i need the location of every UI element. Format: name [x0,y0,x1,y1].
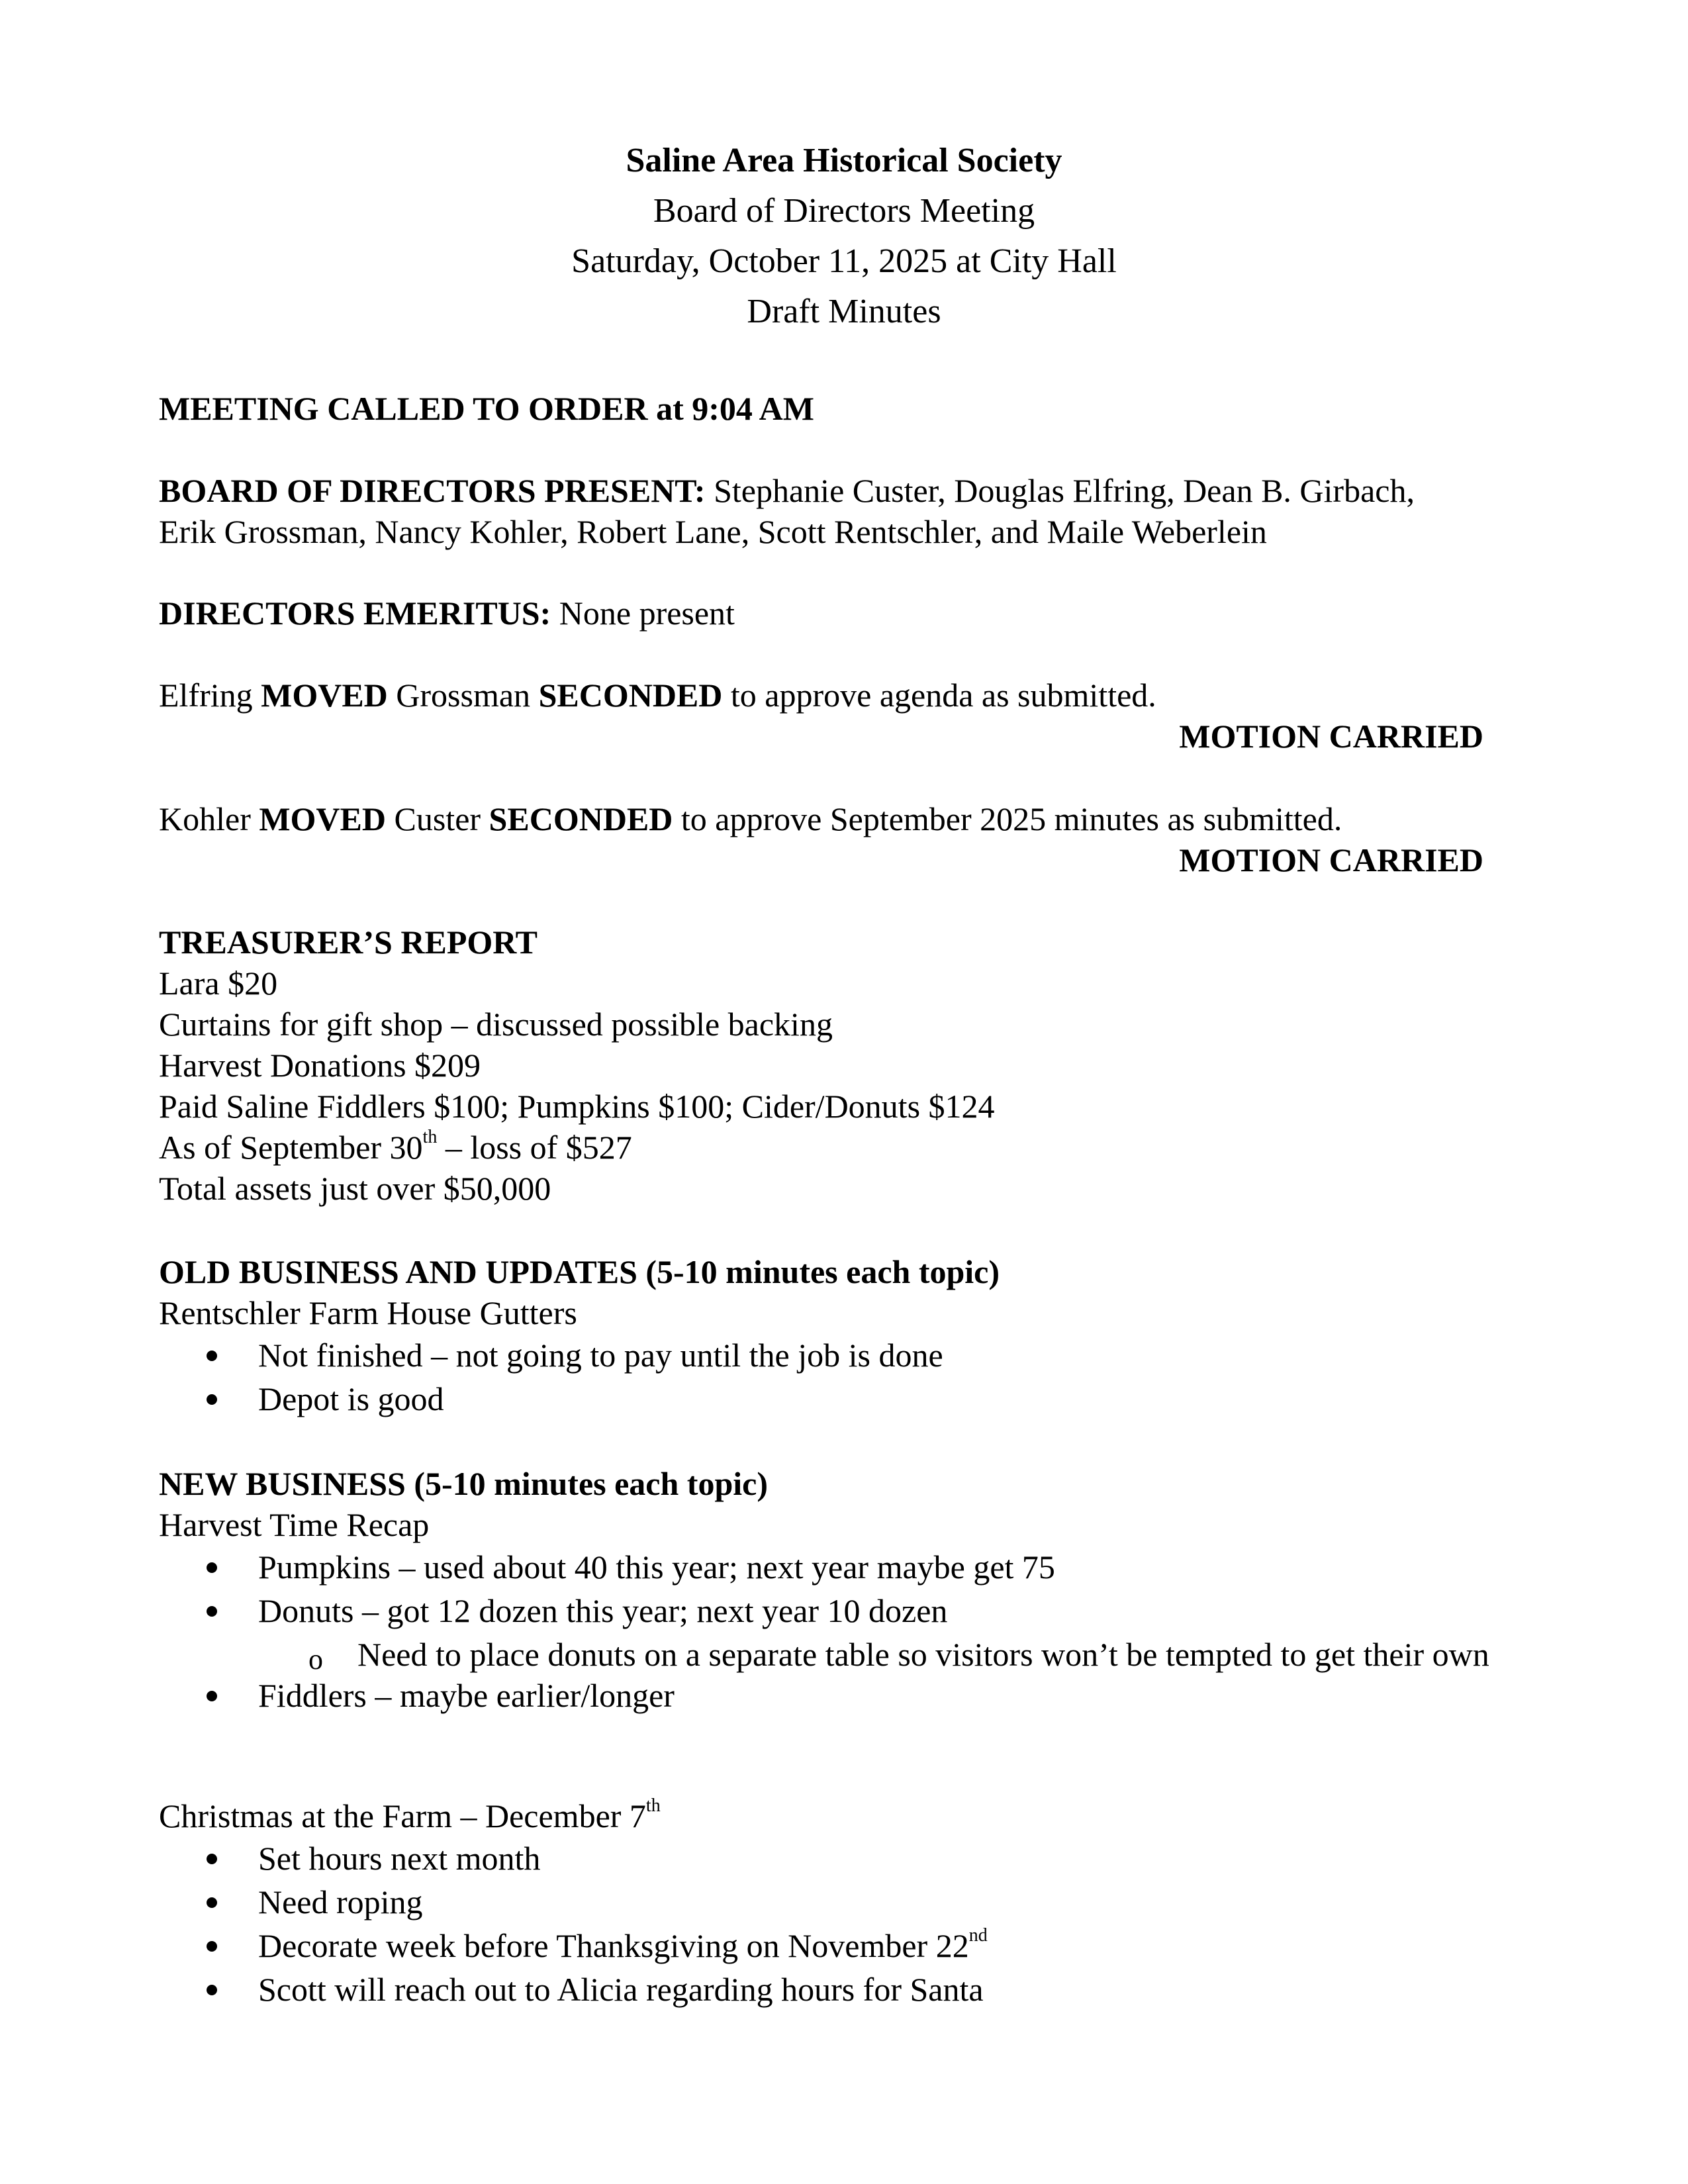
treasurer-loss-line [159,1127,1529,1168]
motion-approve-minutes [159,798,1529,839]
treasurer-report [159,922,1529,1209]
list-item-text: Decorate week before Thanksgiving on November 22 [258,1927,969,1964]
old-business-heading: OLD BUSINESS AND UPDATES (5-10 minutes each topic) [159,1253,1000,1290]
directors-present-names-2: Erik Grossman, Nancy Kohler, Robert Lane, Scott Rentschler, and Maile Weberlein [159,513,1267,550]
treasurer-line: Lara $20 [159,965,278,1002]
list-item [159,1881,1529,1925]
call-to-order-text: MEETING CALLED TO ORDER at 9:04 AM [159,390,814,427]
directors-present-label: BOARD OF DIRECTORS PRESENT: [159,472,706,509]
bullet-icon [207,1854,217,1864]
list-item-text: Not finished – not going to pay until the job is done [258,1337,943,1374]
bullet-icon [207,1985,217,1995]
treasurer-assets: Total assets just over $50,000 [159,1170,551,1207]
motion-mover: Kohler [159,800,259,837]
treasurer-heading: TREASURER’S REPORT [159,924,538,961]
bullet-icon [207,1562,217,1573]
christmas-topic-text: Christmas at the Farm – December 7 [159,1797,646,1834]
christmas-topic [159,1795,1529,1836]
christmas-at-farm [159,1795,1529,1836]
seconded-label: SECONDED [538,677,723,714]
list-item [159,1590,1529,1634]
list-item-text: Donuts – got 12 dozen this year; next year 10 dozen [258,1592,948,1629]
sub-list-item-text: Need to place donuts on a separate table so visitors won’t be tempted to get their own [357,1636,1489,1673]
list-item [159,1675,1529,1719]
moved-label: MOVED [261,677,388,714]
bullet-icon [207,1394,217,1405]
old-business-list [159,1335,1529,1422]
list-item [159,1378,1529,1422]
bullet-icon [207,1941,217,1952]
directors-emeritus [159,593,1529,634]
new-business-topic: Harvest Time Recap [159,1506,430,1543]
motion-text: to approve September 2025 minutes as submitted. [673,800,1342,837]
list-item-text: Pumpkins – used about 40 this year; next year maybe get 75 [258,1548,1055,1586]
ordinal-suffix: th [422,1127,438,1147]
motion-seconder: Grossman [387,677,539,714]
document-type: Draft Minutes [747,293,941,330]
moved-label: MOVED [259,800,386,837]
old-business-topic: Rentschler Farm House Gutters [159,1294,577,1331]
directors-emeritus-value: None present [551,594,735,632]
new-business-heading: NEW BUSINESS (5-10 minutes each topic) [159,1465,768,1502]
motion-result: MOTION CARRIED [1179,841,1483,878]
organization-name: Saline Area Historical Society [626,142,1062,179]
bullet-icon [207,1897,217,1908]
document-header [0,136,1688,337]
bullet-icon [207,1606,217,1617]
christmas-list [159,1838,1529,2013]
hollow-bullet-icon: o [308,1643,323,1676]
directors-emeritus-label: DIRECTORS EMERITUS: [159,594,551,632]
harvest-recap-list [159,1546,1529,1719]
bullet-icon [207,1691,217,1701]
ordinal-suffix: nd [968,1925,988,1946]
motion-approve-agenda [159,675,1529,716]
directors-present [159,470,1529,552]
motion-result: MOTION CARRIED [1179,718,1483,755]
treasurer-line: Harvest Donations $209 [159,1047,481,1084]
directors-present-names-1: Stephanie Custer, Douglas Elfring, Dean B. Girbach, [705,472,1415,509]
list-item-text: Need roping [258,1883,423,1921]
list-item [159,1546,1529,1590]
motion-text: to approve agenda as submitted. [722,677,1156,714]
ordinal-suffix: th [645,1795,661,1816]
list-item [159,1838,1529,1881]
list-item [159,1925,1529,1969]
bullet-icon [207,1351,217,1361]
list-item-text: Depot is good [258,1380,444,1417]
motion-seconder: Custer [386,800,489,837]
new-business [159,1463,1529,1545]
seconded-label: SECONDED [489,800,673,837]
meeting-title: Board of Directors Meeting [653,192,1035,230]
treasurer-loss-prefix: As of September 30 [159,1129,423,1166]
meeting-date-location: Saturday, October 11, 2025 at City Hall [571,242,1117,280]
sub-list-item [159,1634,1668,1675]
treasurer-line: Paid Saline Fiddlers $100; Pumpkins $100; Cider/Donuts $124 [159,1088,995,1125]
list-item [159,1969,1529,2013]
call-to-order [159,388,1529,429]
list-item-text: Set hours next month [258,1840,541,1877]
list-item-text: Scott will reach out to Alicia regarding hours for Santa [258,1971,984,2008]
treasurer-loss-suffix: – loss of $527 [437,1129,632,1166]
list-item [159,1335,1529,1378]
treasurer-line: Curtains for gift shop – discussed possible backing [159,1006,833,1043]
motion-mover: Elfring [159,677,261,714]
list-item-text: Fiddlers – maybe earlier/longer [258,1677,675,1714]
old-business [159,1251,1529,1333]
